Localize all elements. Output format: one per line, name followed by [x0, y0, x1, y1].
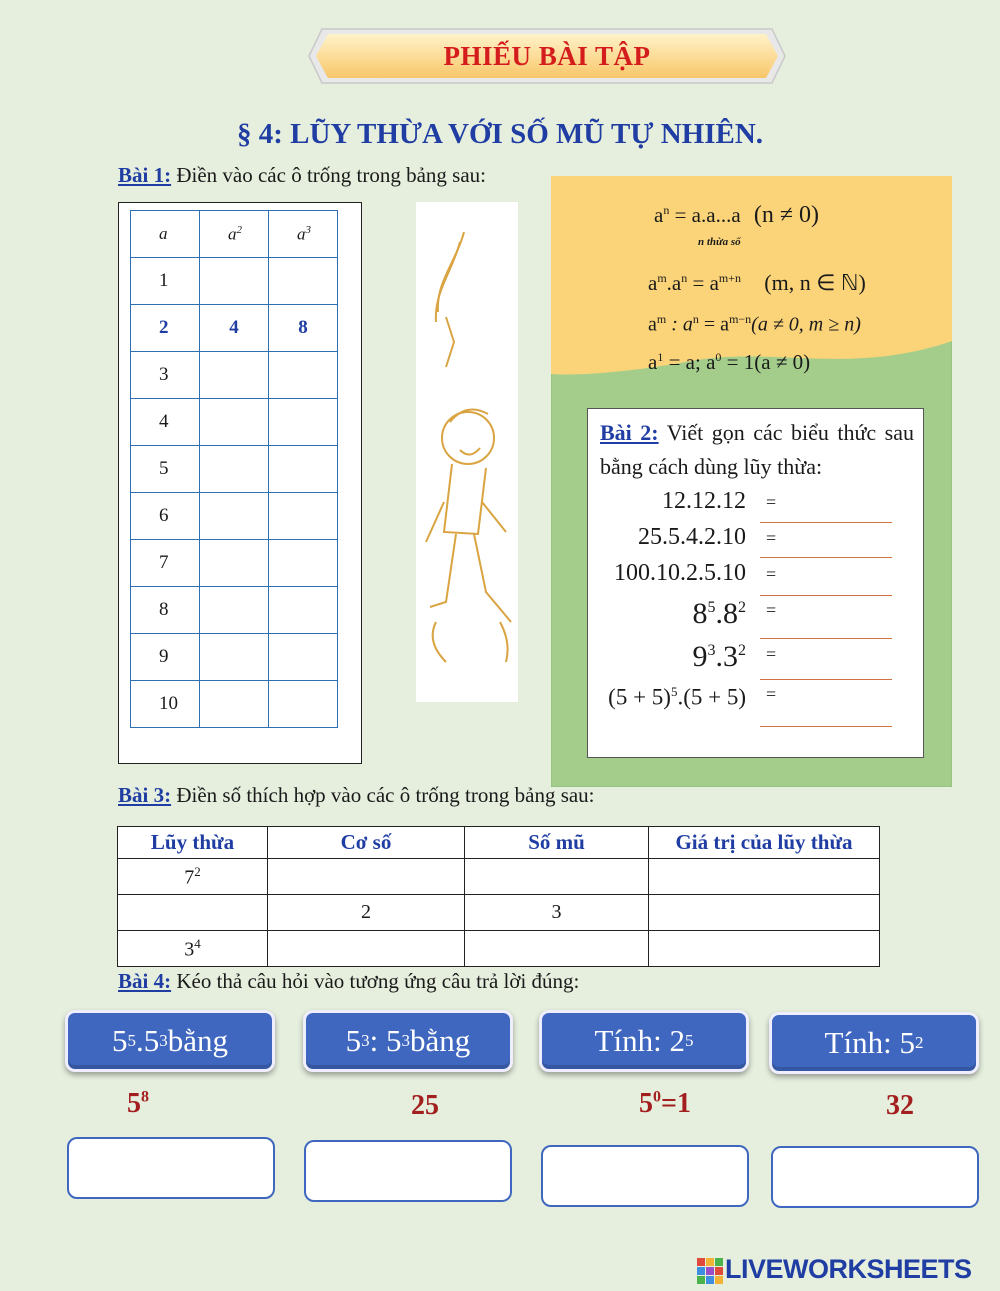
input-cell[interactable] — [200, 587, 269, 634]
input-cell[interactable] — [649, 931, 880, 967]
bai3-heading — [118, 783, 595, 808]
table-row — [131, 258, 338, 305]
worksheet-title: PHIẾU BÀI TẬP — [443, 40, 651, 71]
header-gia-tri: Giá trị của lũy thừa — [649, 827, 880, 859]
input-cell[interactable] — [465, 931, 649, 967]
bai3-table — [117, 826, 880, 967]
table-row — [131, 634, 338, 681]
input-cell[interactable] — [269, 352, 338, 399]
table-row — [131, 211, 338, 258]
bai2-expr-4: $8^5.8^2$ — [692, 597, 746, 630]
header-a-cubed: $a^3$ — [269, 211, 338, 258]
equals-sign: = — [766, 492, 777, 512]
bai1-label: Bài 1: — [118, 163, 172, 187]
input-cell[interactable] — [268, 931, 465, 967]
cell-exponent: 3 — [465, 895, 649, 931]
input-cell[interactable] — [200, 352, 269, 399]
answer-line[interactable] — [760, 595, 892, 596]
header-co-so: Cơ số — [268, 827, 465, 859]
drop-zone-3[interactable] — [541, 1145, 749, 1207]
equals-sign: = — [766, 528, 777, 548]
input-cell[interactable] — [200, 681, 269, 728]
bai2-expr-1: 12.12.12 — [662, 488, 746, 514]
cell-a: 10 — [131, 681, 200, 728]
table-row — [118, 931, 880, 967]
cell-a: 3 — [131, 352, 200, 399]
header-a-squared: $a^2$ — [200, 211, 269, 258]
table-header-row — [118, 827, 880, 859]
bai4-label: Bài 4: — [118, 969, 172, 993]
table-row — [131, 399, 338, 446]
equals-sign: = — [766, 684, 777, 704]
bai4-instruction: Kéo thả câu hỏi vào tương ứng câu trả lời đúng: — [176, 969, 580, 993]
cell-power: $3^4$ — [118, 931, 268, 967]
bai2-label: Bài 2: — [600, 420, 659, 445]
cell-base: 2 — [268, 895, 465, 931]
bai3-instruction: Điền số thích hợp vào các ô trống trong bảng sau: — [176, 783, 595, 807]
formula-note: n thừa số — [698, 236, 741, 248]
equals-sign: = — [766, 600, 777, 620]
input-cell[interactable] — [269, 446, 338, 493]
answer-line[interactable] — [760, 679, 892, 680]
table-row — [131, 540, 338, 587]
input-cell[interactable] — [200, 634, 269, 681]
liveworksheets-logo: LIVEWORKSHEETS — [725, 1254, 972, 1284]
bai1-instruction: Điền vào các ô trống trong bảng sau: — [176, 163, 487, 187]
equals-sign: = — [766, 564, 777, 584]
input-cell[interactable] — [269, 399, 338, 446]
cell-a: 8 — [131, 587, 200, 634]
cell-a: 4 — [131, 399, 200, 446]
input-cell[interactable] — [200, 540, 269, 587]
table-row — [118, 895, 880, 931]
input-cell[interactable] — [269, 681, 338, 728]
table-row — [131, 681, 338, 728]
answer-label-2: 25 — [411, 1090, 439, 1121]
input-cell[interactable] — [649, 859, 880, 895]
formula-product-rule: $a^m.a^n = a^{m+n}$ (m, n ∈ ℕ) — [648, 270, 866, 295]
climbing-boy-illustration — [416, 202, 518, 702]
drop-zone-2[interactable] — [304, 1140, 512, 1202]
bai2-expr-2: 25.5.4.2.10 — [638, 524, 746, 550]
bai3-label: Bài 3: — [118, 783, 172, 807]
input-cell[interactable] — [118, 895, 268, 931]
header-so-mu: Số mũ — [465, 827, 649, 859]
answer-line[interactable] — [760, 638, 892, 639]
input-cell[interactable] — [269, 587, 338, 634]
answer-label-4: 32 — [886, 1090, 914, 1121]
cell-power: $7^2$ — [118, 859, 268, 895]
cell-value: 4 — [200, 305, 269, 352]
bai1-table — [130, 210, 338, 728]
input-cell[interactable] — [200, 493, 269, 540]
answer-line[interactable] — [760, 726, 892, 727]
formula-quotient-rule: $a^m$ : $a^n = a^{m-n}(a \ne 0$, m ≥ n) — [648, 312, 861, 336]
bai1-heading — [118, 163, 486, 188]
input-cell[interactable] — [200, 446, 269, 493]
table-row — [131, 305, 338, 352]
input-cell[interactable] — [269, 258, 338, 305]
cell-a: 2 — [131, 305, 200, 352]
table-row — [131, 587, 338, 634]
input-cell[interactable] — [268, 859, 465, 895]
input-cell[interactable] — [649, 895, 880, 931]
table-row — [131, 446, 338, 493]
input-cell[interactable] — [465, 859, 649, 895]
section-title: § 4: LŨY THỪA VỚI SỐ MŨ TỰ NHIÊN. — [236, 118, 764, 150]
cell-value: 8 — [269, 305, 338, 352]
input-cell[interactable] — [200, 399, 269, 446]
drop-zone-1[interactable] — [67, 1137, 275, 1199]
drag-card-4[interactable]: Tính: 5 2 — [769, 1012, 979, 1074]
header-luy-thua: Lũy thừa — [118, 827, 268, 859]
table-row — [131, 493, 338, 540]
answer-line[interactable] — [760, 557, 892, 558]
answer-line[interactable] — [760, 522, 892, 523]
drop-zone-4[interactable] — [771, 1146, 979, 1208]
input-cell[interactable] — [269, 634, 338, 681]
input-cell[interactable] — [200, 258, 269, 305]
cell-a: 9 — [131, 634, 200, 681]
formula-power-definition: $a^n = a.a...a$ (n ≠ 0) — [654, 202, 820, 228]
cell-a: 1 — [131, 258, 200, 305]
bai2-instruction: Viết gọn các biểu thức sau bằng cách dùng lũy thừa: — [600, 420, 914, 479]
bai2-expr-3: 100.10.2.5.10 — [614, 560, 746, 586]
table-row — [131, 352, 338, 399]
equals-sign: = — [766, 644, 777, 664]
bai2-expr-6: $(5 + 5)^5.(5 + 5)$ — [608, 684, 746, 710]
cell-a: 6 — [131, 493, 200, 540]
liveworksheets-logo-icon — [697, 1258, 723, 1284]
drag-card-3[interactable]: Tính: 2 5 — [539, 1010, 749, 1072]
input-cell[interactable] — [269, 540, 338, 587]
drag-card-1[interactable]: 5 5 .5 3 bằng — [65, 1010, 275, 1072]
drag-card-2[interactable]: 5 3 : 5 3 bằng — [303, 1010, 513, 1072]
bai4-heading — [118, 969, 579, 994]
input-cell[interactable] — [269, 493, 338, 540]
table-row — [118, 859, 880, 895]
answer-label-1: $5^8$ — [127, 1088, 149, 1119]
cell-a: 5 — [131, 446, 200, 493]
formula-special-cases: $a^1 = a$; $a^0 = 1(a \ne 0)$ — [648, 350, 811, 374]
cell-a: 7 — [131, 540, 200, 587]
header-a: a — [131, 211, 200, 258]
bai2-heading — [600, 416, 914, 484]
bai2-expr-5: $9^3.3^2$ — [692, 640, 746, 673]
answer-label-3: $5^0=1$ — [639, 1088, 691, 1119]
